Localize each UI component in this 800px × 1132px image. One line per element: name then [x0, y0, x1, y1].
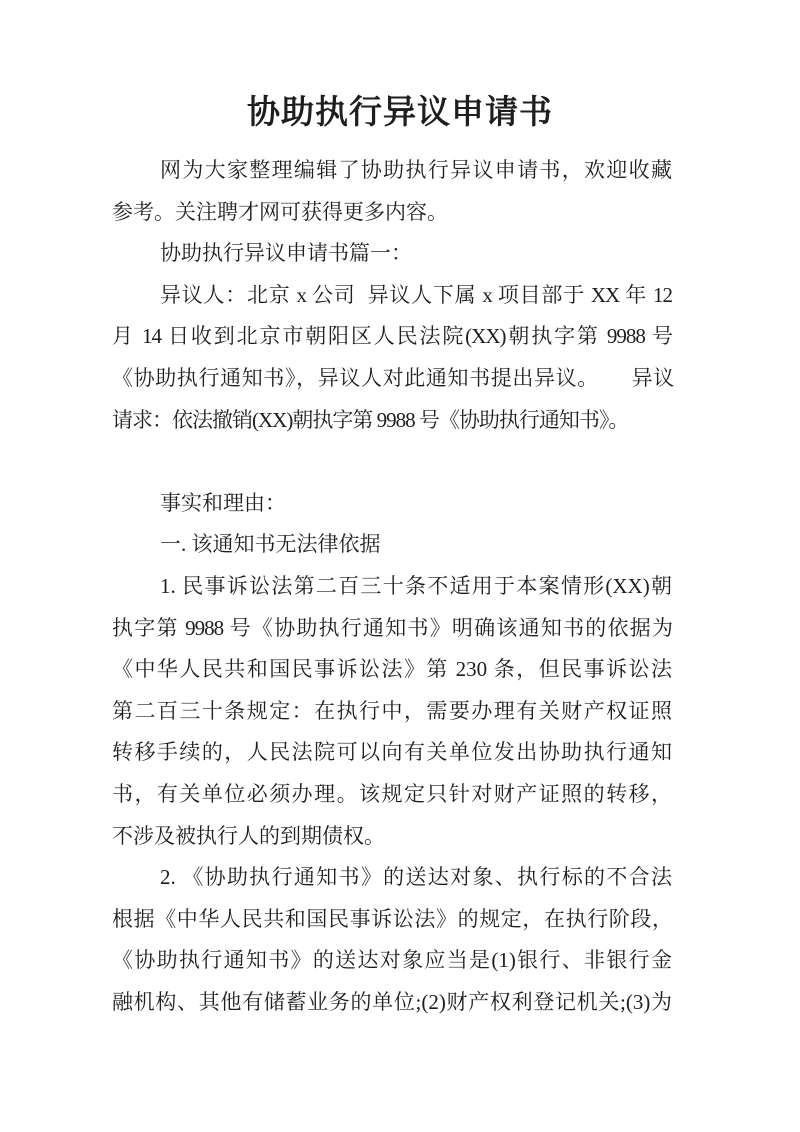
text-line: 2. 《协助执行通知书》的送达对象、执行标的不合法 [160, 865, 672, 890]
text-line: 根据《中华人民共和国民事诉讼法》的规定，在执行阶段， [112, 906, 672, 931]
text-line: 请求：依法撤销(XX)朝执字第 9988 号《协助执行通知书》。 [112, 407, 629, 432]
text-line: 第二百三十条规定：在执行中，需要办理有关财产权证照 [112, 698, 672, 723]
text-line: 融机构、其他有储蓄业务的单位;(2)财产权利登记机关;(3)为 [112, 989, 672, 1014]
text-line: 参考。关注聘才网可获得更多内容。 [112, 199, 448, 224]
text-line: 《协助执行通知书》，异议人对此通知书提出异议。 异议 [112, 365, 672, 390]
text-line: 不涉及被执行人的到期债权。 [112, 823, 385, 848]
document-title: 协助执行异议申请书 [247, 95, 553, 131]
text-line: 月 14 日收到北京市朝阳区人民法院(XX)朝执字第 9988 号 [112, 324, 672, 349]
text-line: 《协助执行通知书》的送达对象应当是(1)银行、非银行金 [112, 948, 672, 973]
text-line: 《中华人民共和国民事诉讼法》第 230 条，但民事诉讼法 [112, 657, 672, 682]
text-line: 转移手续的，人民法院可以向有关单位发出协助执行通知 [112, 740, 672, 765]
text-line: 1. 民事诉讼法第二百三十条不适用于本案情形(XX)朝 [160, 573, 672, 598]
blank-line [112, 441, 672, 483]
text-line: 一. 该通知书无法律依据 [160, 532, 381, 557]
text-line: 协助执行异议申请书篇一： [160, 241, 412, 266]
text-line: 书，有关单位必须办理。该规定只针对财产证照的转移， [112, 781, 672, 806]
text-line: 执字第 9988 号《协助执行通知书》明确该通知书的依据为 [112, 615, 672, 640]
text-line: 网为大家整理编辑了协助执行异议申请书，欢迎收藏 [160, 158, 672, 182]
text-line: 异议人：北京 x 公司 异议人下属 x 项目部于 XX 年 12 [160, 282, 672, 307]
text-line: 事实和理由： [160, 490, 286, 515]
document-body [112, 150, 672, 1023]
